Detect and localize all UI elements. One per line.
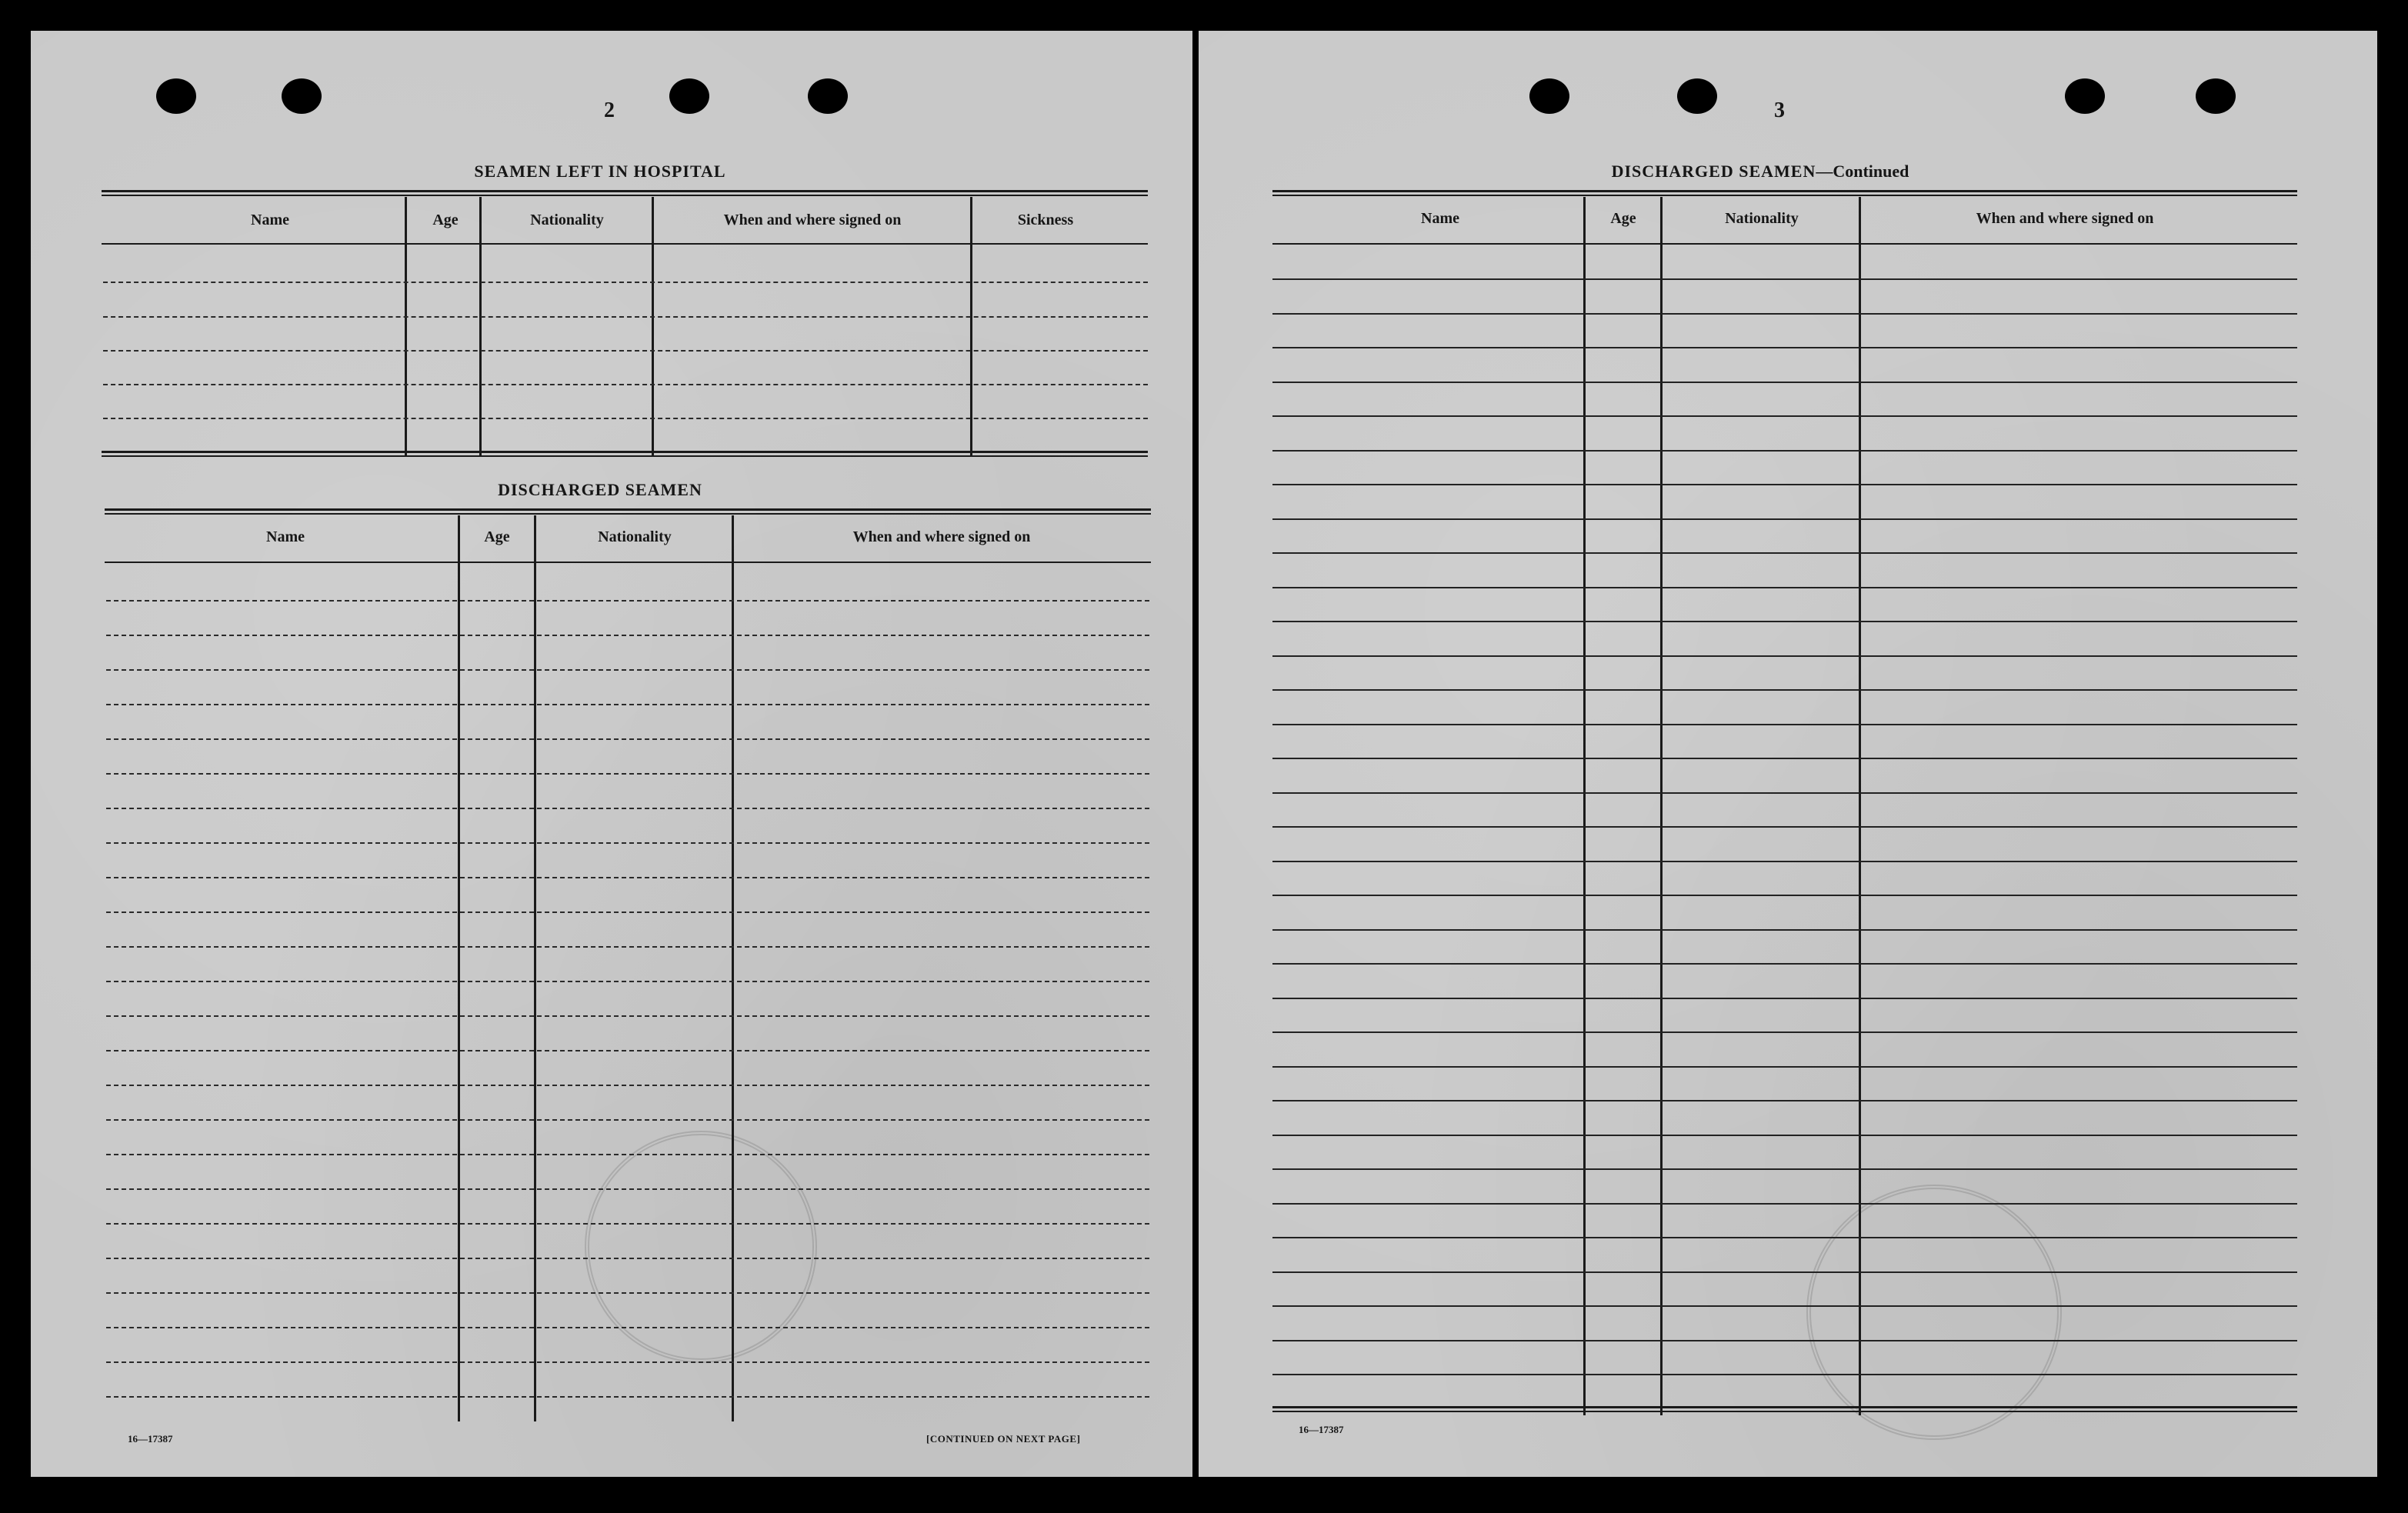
hospital-header-rule (102, 243, 1148, 245)
hospital-col-signed-on: When and where signed on (723, 212, 902, 228)
ruled-row-line (1272, 689, 2297, 691)
punch-hole (808, 78, 848, 114)
ruled-row-line (106, 946, 1149, 948)
ruled-row-line (106, 704, 1149, 705)
form-number: 16—17387 (1299, 1424, 1344, 1435)
right-header-rule (1272, 243, 2297, 245)
page-number: 3 (1774, 98, 1785, 122)
hospital-col-sickness: Sickness (1017, 212, 1074, 228)
hospital-row (103, 350, 1148, 352)
ruled-row-line (1272, 724, 2297, 725)
ruled-row-line (106, 1085, 1149, 1086)
discharged-continued-top-rule (1272, 190, 2297, 196)
ruled-row-line (106, 669, 1149, 671)
ruled-row-line (106, 981, 1149, 982)
ruled-row-line (106, 1396, 1149, 1398)
hospital-col-nationality: Nationality (530, 212, 604, 228)
ruled-row-line (1272, 552, 2297, 554)
discharged-divider (732, 515, 734, 1421)
ruled-row-line (1272, 963, 2297, 965)
form-number: 16—17387 (128, 1433, 173, 1445)
ruled-row-line (1272, 1340, 2297, 1341)
punch-hole (1529, 78, 1569, 114)
right-divider (1859, 197, 1861, 1415)
hospital-top-rule (102, 190, 1148, 196)
ruled-row-line (1272, 1031, 2297, 1033)
right-bottom-rule (1272, 1406, 2297, 1412)
ruled-row-line (1272, 1237, 2297, 1238)
right-col-age: Age (1610, 210, 1636, 227)
ruled-row-line (1272, 1203, 2297, 1205)
ruled-row-line (106, 1223, 1149, 1225)
punch-hole (156, 78, 196, 114)
ruled-row-line (106, 1258, 1149, 1259)
ruled-row-line (1272, 792, 2297, 794)
punch-hole (2196, 78, 2236, 114)
right-divider (1583, 197, 1586, 1415)
ruled-row-line (1272, 587, 2297, 588)
ruled-row-line (1272, 998, 2297, 999)
ruled-row-line (1272, 1066, 2297, 1068)
ruled-row-line (106, 773, 1149, 775)
discharged-divider (458, 515, 460, 1421)
ruled-row-line (1272, 1271, 2297, 1273)
right-col-name: Name (1421, 210, 1459, 227)
ruled-row-line (1272, 655, 2297, 657)
ruled-row-line (106, 1015, 1149, 1017)
left-page (31, 31, 1192, 1477)
punch-hole (1677, 78, 1717, 114)
ruled-row-line (1272, 758, 2297, 759)
ruled-row-line (106, 1188, 1149, 1190)
ruled-row-line (1272, 929, 2297, 931)
right-page (1199, 31, 2377, 1477)
page-number: 2 (604, 98, 615, 122)
ruled-row-line (1272, 415, 2297, 417)
ruled-row-line (1272, 450, 2297, 452)
ruled-row-line (106, 842, 1149, 844)
ruled-row-line (1272, 826, 2297, 828)
ruled-row-line (106, 911, 1149, 913)
ruled-row-line (1272, 895, 2297, 896)
ruled-row-line (1272, 518, 2297, 520)
punch-hole (282, 78, 322, 114)
ruled-row-line (106, 1154, 1149, 1155)
punch-hole (2065, 78, 2105, 114)
ruled-row-line (1272, 1374, 2297, 1375)
ruled-row-line (1272, 1305, 2297, 1307)
punch-hole (669, 78, 709, 114)
ruled-row-line (106, 808, 1149, 809)
ruled-row-line (1272, 347, 2297, 348)
ruled-row-line (106, 1119, 1149, 1121)
ruled-row-line (106, 1327, 1149, 1328)
hospital-row (103, 418, 1148, 419)
faded-stamp (1806, 1185, 2062, 1440)
discharged-col-name: Name (266, 528, 305, 545)
ruled-row-line (106, 877, 1149, 878)
discharged-top-rule (105, 508, 1151, 515)
discharged-section-title: DISCHARGED SEAMEN (498, 480, 702, 499)
discharged-continued-title (1529, 162, 1991, 182)
ruled-row-line (1272, 382, 2297, 383)
hospital-col-name: Name (251, 212, 289, 228)
ruled-row-line (1272, 621, 2297, 622)
ruled-row-line (1272, 1168, 2297, 1170)
hospital-row (103, 316, 1148, 318)
continued-suffix: —Continued (1816, 162, 1909, 181)
hospital-bottom-rule (102, 451, 1148, 457)
ruled-row-line (1272, 484, 2297, 485)
ruled-row-line (1272, 278, 2297, 280)
right-divider (1660, 197, 1663, 1415)
ruled-row-line (1272, 313, 2297, 315)
ruled-row-line (1272, 1100, 2297, 1101)
ruled-row-line (106, 738, 1149, 740)
section-title-text: DISCHARGED SEAMEN (1611, 162, 1816, 181)
ruled-row-line (106, 1050, 1149, 1051)
hospital-row (103, 384, 1148, 385)
discharged-col-signed-on: When and where signed on (852, 528, 1031, 545)
continued-note: [CONTINUED ON NEXT PAGE] (926, 1433, 1081, 1445)
discharged-col-nationality: Nationality (598, 528, 672, 545)
ruled-row-line (106, 600, 1149, 602)
hospital-section-title: SEAMEN LEFT IN HOSPITAL (474, 162, 726, 181)
discharged-divider (534, 515, 536, 1421)
ruled-row-line (1272, 1135, 2297, 1136)
discharged-header-rule (105, 562, 1151, 563)
ruled-row-line (106, 1361, 1149, 1363)
hospital-col-age: Age (432, 212, 459, 228)
hospital-row (103, 282, 1148, 283)
right-col-signed-on: When and where signed on (1976, 210, 2154, 227)
ruled-row-line (106, 635, 1149, 636)
ruled-row-line (106, 1292, 1149, 1294)
discharged-col-age: Age (484, 528, 510, 545)
right-col-nationality: Nationality (1725, 210, 1799, 227)
ruled-row-line (1272, 861, 2297, 862)
